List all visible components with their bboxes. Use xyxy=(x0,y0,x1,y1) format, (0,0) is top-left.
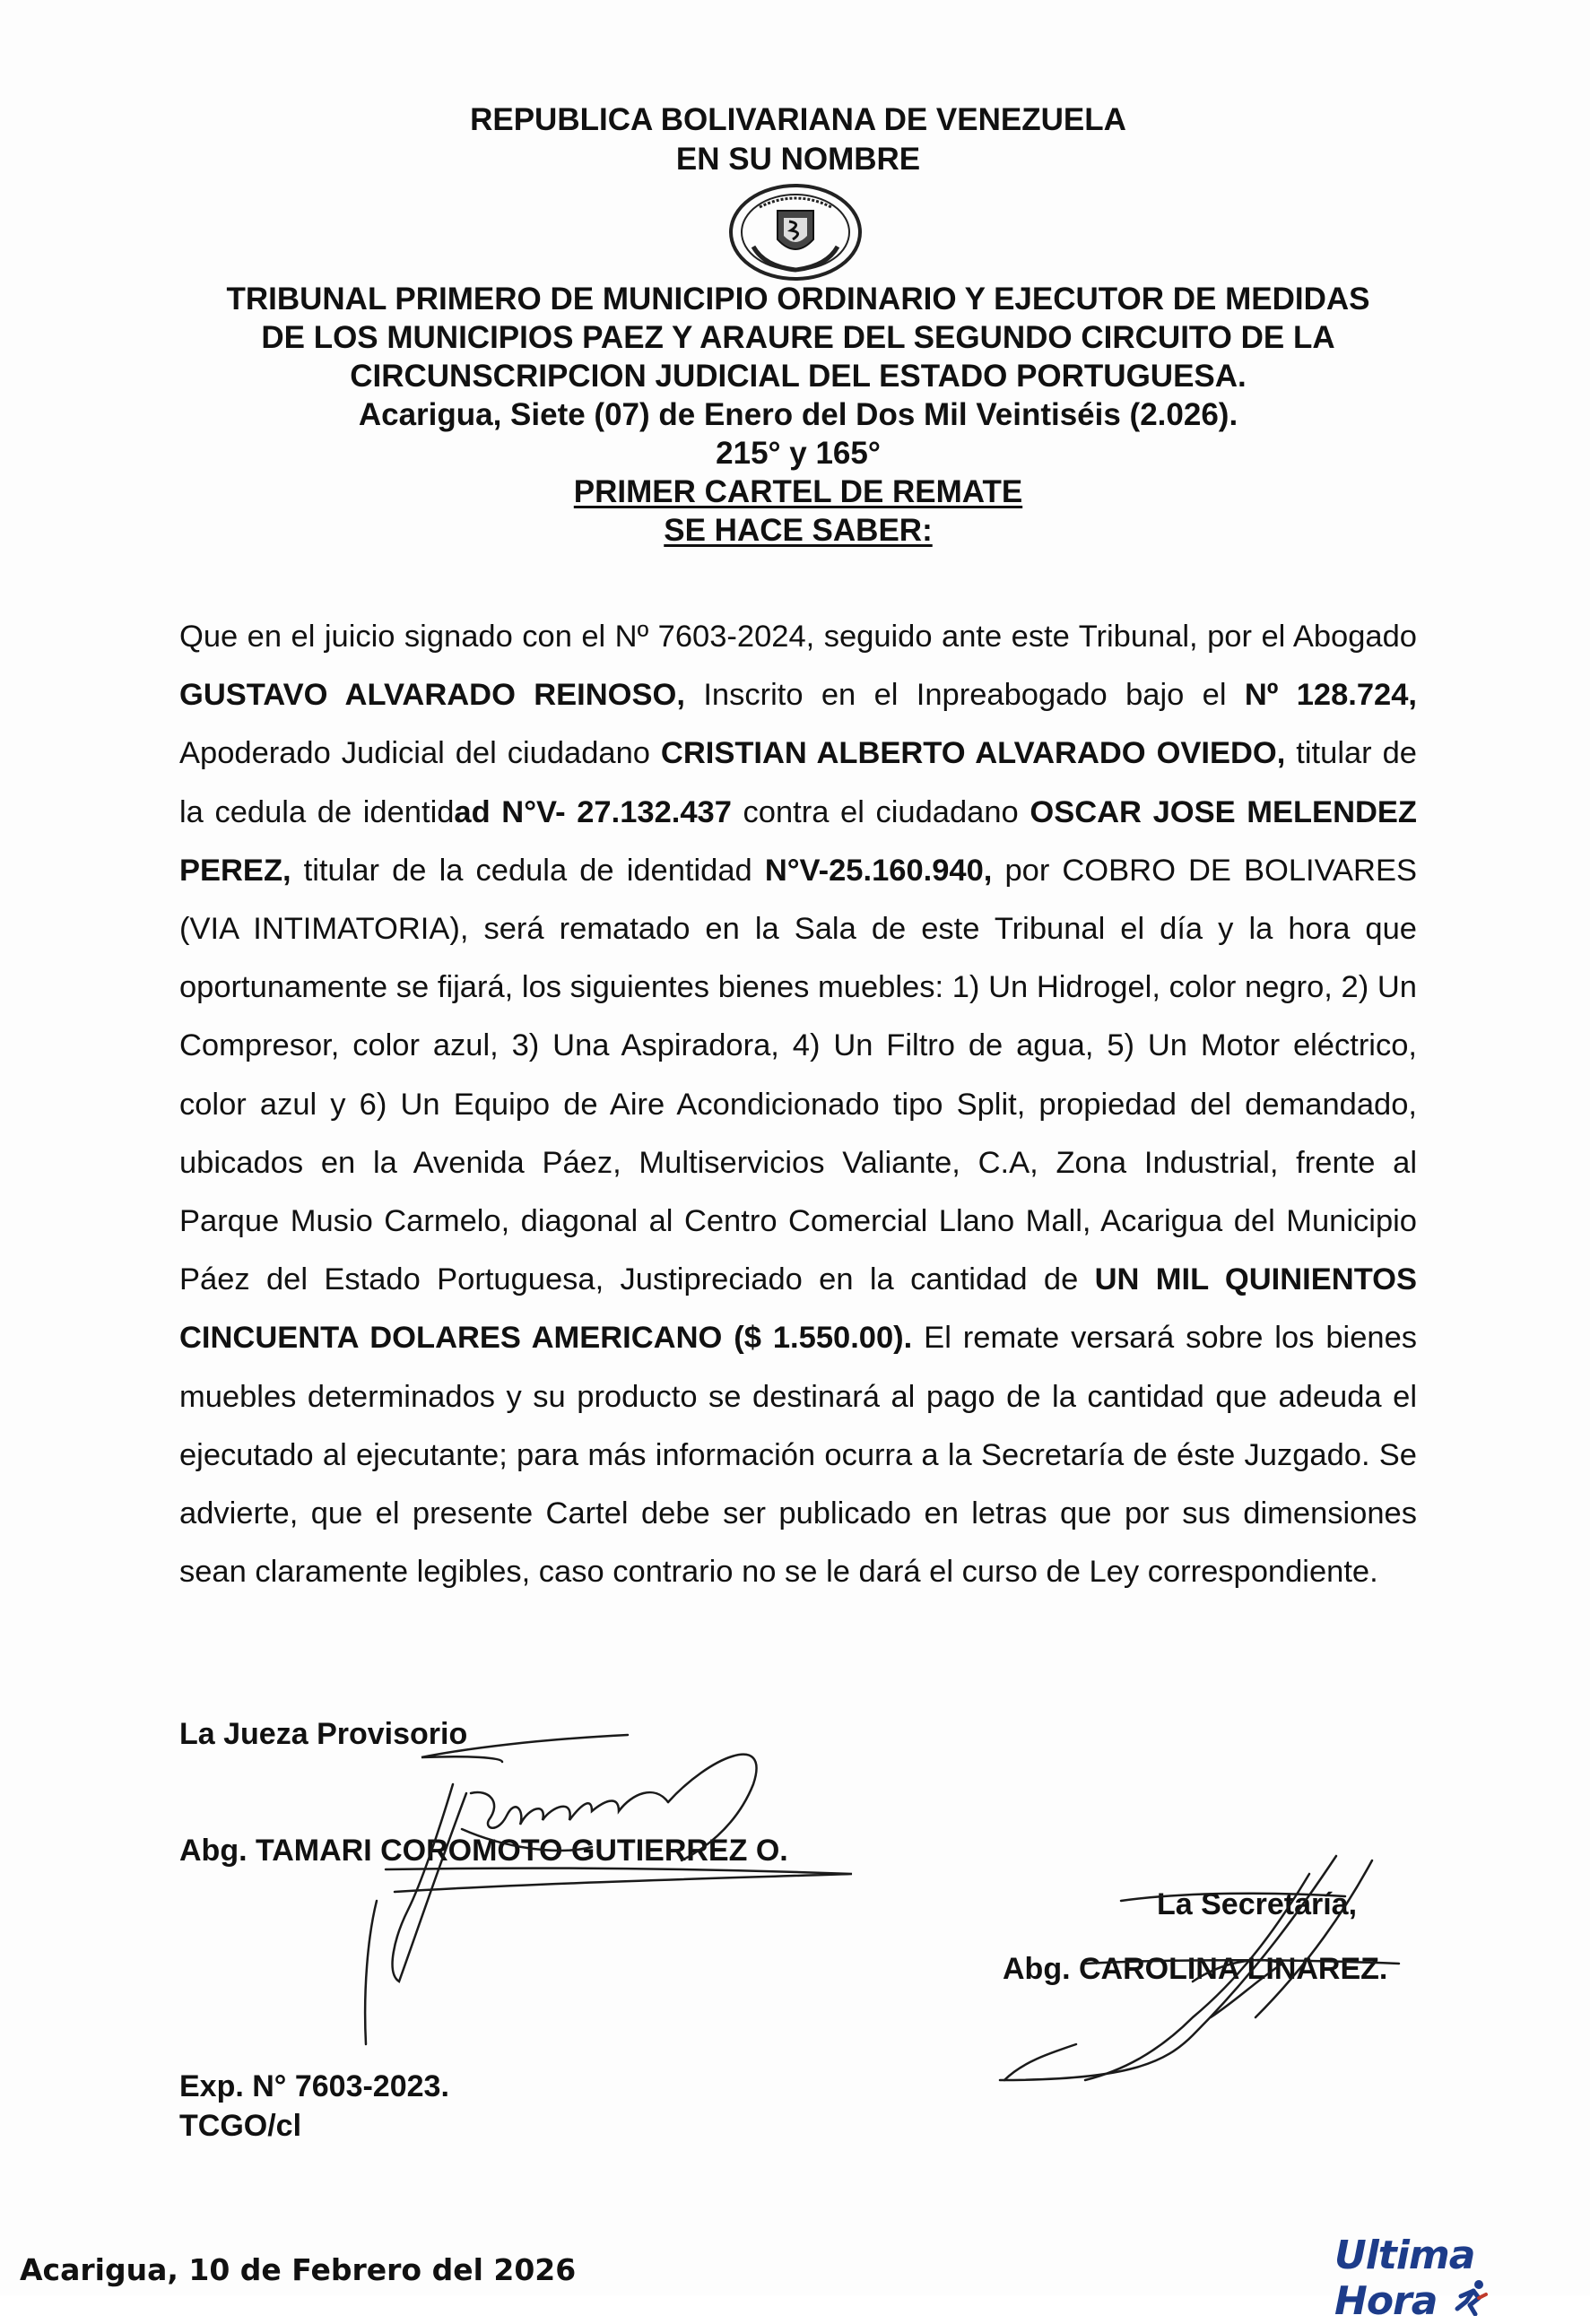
judge-signature-stroke xyxy=(365,1901,377,2044)
plaintiff-id: ad N°V- 27.132.437 xyxy=(454,794,732,829)
court-years: 215° y 165° xyxy=(716,436,881,471)
appraised-amount: UN MIL QUINIENTOS CINCUENTA DOLARES AMERICANO ($ 1.550.00). xyxy=(179,1262,1417,1356)
document-title: PRIMER CARTEL DE REMATE xyxy=(573,474,1023,509)
secretary-name: Abg. CAROLINA LINAREZ. xyxy=(1003,1952,1388,1986)
body-text-1: Que en el juicio signado con el Nº 7603-2024, seguido ante este Tribunal, por el Abogado xyxy=(179,620,1417,654)
expediente-number: Exp. N° 7603-2023. xyxy=(179,2069,449,2103)
document-initials: TCGO/cl xyxy=(179,2109,302,2143)
judge-signature-stroke xyxy=(668,1755,757,1860)
document-subtitle: SE HACE SABER: xyxy=(664,513,933,548)
judge-title: La Jueza Provisorio xyxy=(179,1717,468,1751)
court-date: Acarigua, Siete (07) de Enero del Dos Mil Veintiséis (2.026). xyxy=(358,397,1238,432)
body-text-7: por COBRO DE BOLIVARES (VIA INTIMATORIA), será rematado en la Sala de este Tribunal el día y la hora que oportunamente se fijará, los siguientes bienes muebles: 1) Un Hidrogel, color negro, 2) Un Compresor, color azul, 3) Una Aspiradora, 4) Un Filtro de agua, 5) Un Motor eléctrico, color azul y 6) Un Equipo de Aire Acondicionado tipo Split, propiedad del demandado, ubicados en la Avenida Páez, Multiservicios Valiante, C.A, Zona Industrial, frente al Parque Musio Carmelo, diagonal al Centro Comercial Llano Mall, Acarigua del Municipio Páez del Estado Portuguesa, Justipreciado en la cantidad de xyxy=(179,853,1417,1297)
ultima-hora-logo xyxy=(1334,2233,1590,2324)
judge-signature-stroke xyxy=(471,1792,668,1828)
court-line-2: DE LOS MUNICIPIOS PAEZ Y ARAURE DEL SEGUNDO CIRCUITO DE LA xyxy=(261,320,1335,355)
secretary-signature-stroke xyxy=(1004,2044,1076,2080)
secretary-title: La Secretaría, xyxy=(1157,1887,1358,1921)
body-text-5: contra el ciudadano xyxy=(731,794,1030,829)
court-line-1: TRIBUNAL PRIMERO DE MUNICIPIO ORDINARIO Y EJECUTOR DE MEDIDAS xyxy=(226,282,1370,317)
inpreabogado-number: Nº 128.724, xyxy=(1244,678,1417,713)
judge-name: Abg. TAMARI COROMOTO GUTIERREZ O. xyxy=(179,1834,788,1868)
body-text-3: Apoderado Judicial del ciudadano xyxy=(179,736,661,771)
runner-icon xyxy=(1452,2278,1490,2316)
header-country: REPUBLICA BOLIVARIANA DE VENEZUELA xyxy=(470,102,1126,137)
lawyer-name: GUSTAVO ALVARADO REINOSO, xyxy=(179,678,685,713)
body-text-4: titular de la cedula de identid xyxy=(179,736,1417,829)
brand-name: Ultima Hora xyxy=(1334,2233,1475,2324)
publication-date: Acarigua, 10 de Febrero del 2026 xyxy=(20,2252,577,2287)
defendant-name: OSCAR JOSE MELENDEZ PEREZ, xyxy=(179,794,1417,888)
plaintiff-name: CRISTIAN ALBERTO ALVARADO OVIEDO, xyxy=(660,736,1286,771)
judge-signature-stroke xyxy=(421,1735,628,1762)
secretary-signature-stroke xyxy=(1085,1874,1309,2080)
court-line-3: CIRCUNSCRIPCION JUDICIAL DEL ESTADO PORTUGUESA. xyxy=(350,359,1247,394)
secretary-signature-stroke xyxy=(1255,1860,1372,2017)
judge-signature-stroke xyxy=(386,1869,852,1892)
header-nombre: EN SU NOMBRE xyxy=(675,142,921,177)
secretary-signature-stroke xyxy=(1121,1894,1345,1901)
body-text-2: Inscrito en el Inpreabogado bajo el xyxy=(684,678,1245,713)
judge-signature-stroke xyxy=(393,1784,466,1981)
body-text-6: titular de la cedula de identidad xyxy=(291,853,765,888)
body-text-8: El remate versará sobre los bienes muebles determinados y su producto se destinará al pago de la cantidad que adeuda el ejecutado al ejecutante; para más información ocurra a la Secretaría de éste Juzgado. Se advierte, que el presente Cartel debe ser publicado en letras que por sus dimensiones sean claramente legibles, caso contrario no se le dará el curso de Ley correspondiente. xyxy=(179,1321,1418,1590)
secretary-signature-stroke xyxy=(1000,1856,1336,2080)
case-reference xyxy=(179,2067,449,2146)
defendant-id: N°V-25.160.940, xyxy=(764,853,993,888)
judge-signature-stroke xyxy=(462,1829,592,1851)
